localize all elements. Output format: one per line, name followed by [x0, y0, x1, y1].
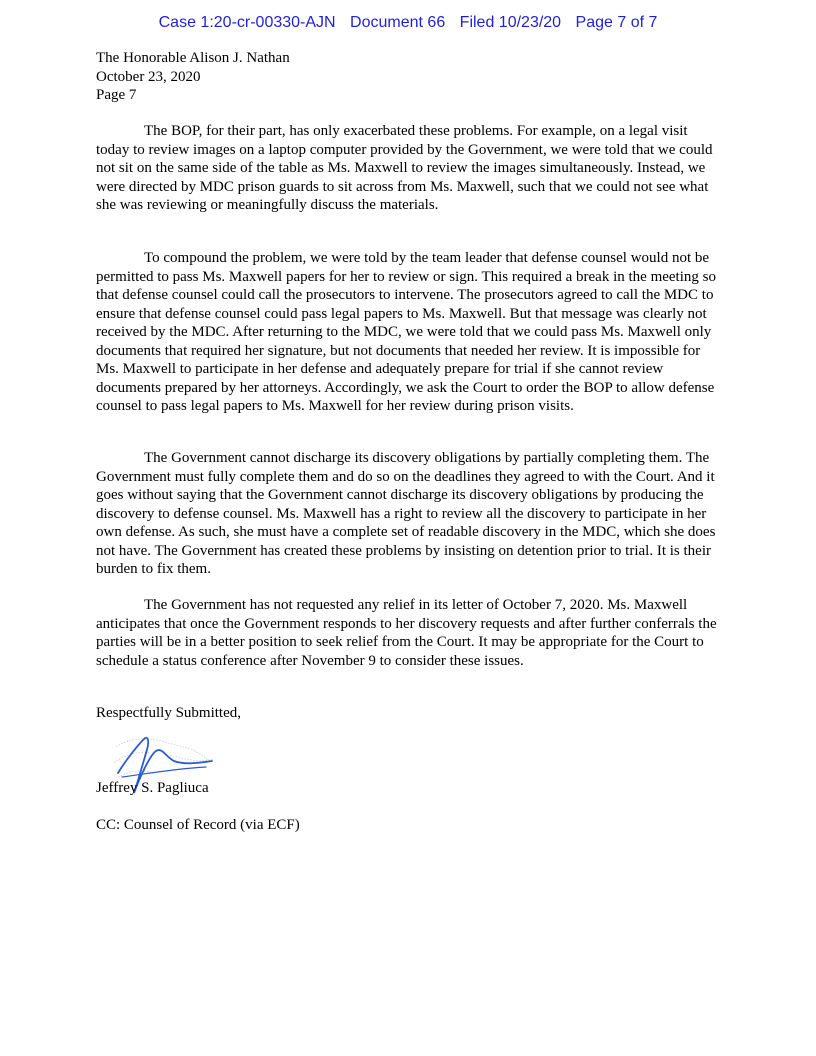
page-indicator: Page 7 of 7 [575, 14, 658, 31]
letter-heading [96, 49, 290, 105]
filed-date: Filed 10/23/20 [459, 14, 562, 31]
letter-date: October 23, 2020 [96, 68, 201, 85]
document-number: Document 66 [350, 14, 446, 31]
paragraph-text: The Government cannot discharge its discovery obligations by partially completing them. The Government must fully complete them and do so on the deadlines they agreed to with the Court. And it goes without saying that the Government cannot discharge its discovery obligations by producing the discovery to defense counsel. Ms. Maxwell has a right to review all the discovery to participate in her own defense. As such, she must have a complete set of readable discovery in the MDC, which she does not have. The Government has created these problems by insisting on detention prior to trial. It is their burden to fix them. [96, 450, 716, 577]
signature-stroke [122, 767, 206, 777]
paragraph-text: To compound the problem, we were told by the team leader that defense counsel would not be permitted to pass Ms. Maxwell papers for her to review or sign. This required a break in the meeting so that defense counsel could call the prosecutors to intervene. The prosecutors agreed to call the MDC to ensure that defense counsel could pass legal papers to Ms. Maxwell. But that message was clearly not received by the MDC. After returning to the MDC, we were told that we could pass Ms. Maxwell only documents that required her signature, but not documents that needed her review. It is impossible for Ms. Maxwell to participate in her defense and adequately prepare for trial if she cannot review documents prepared by her attorneys. Accordingly, we ask the Court to order the BOP to allow defense counsel to pass legal papers to Ms. Maxwell for her review during prison visits. [96, 250, 716, 414]
paragraph-text: The BOP, for their part, has only exacerbated these problems. For example, on a legal visit today to review images on a laptop computer provided by the Government, we were told that we could not sit on the same side of the table as Ms. Maxwell to review the images simultaneously. Instead, we were directed by MDC prison guards to sit across from Ms. Maxwell, such that we could not see what she was reviewing or meaningfully discuss the materials. [96, 123, 713, 213]
page-number: Page 7 [96, 87, 137, 103]
addressee: The Honorable Alison J. Nathan [96, 50, 290, 66]
body-paragraph-1 [96, 122, 722, 215]
cc-line: CC: Counsel of Record (via ECF) [96, 817, 300, 833]
case-number: Case 1:20-cr-00330-AJN [158, 14, 336, 31]
signer-name: Jeffrey S. Pagliuca [96, 780, 209, 796]
closing-salutation: Respectfully Submitted, [96, 705, 241, 721]
ecf-filing-header [0, 14, 816, 32]
paragraph-text: The Government has not requested any relief in its letter of October 7, 2020. Ms. Maxwell anticipates that once the Government responds to her discovery requests and after further conferrals the parties will be in a better position to seek relief from the Court. It may be appropriate for the Court to schedule a status conference after November 9 to consider these issues. [96, 597, 717, 669]
body-paragraph-4 [96, 596, 722, 670]
body-paragraph-3 [96, 449, 722, 579]
body-paragraph-2 [96, 249, 722, 416]
